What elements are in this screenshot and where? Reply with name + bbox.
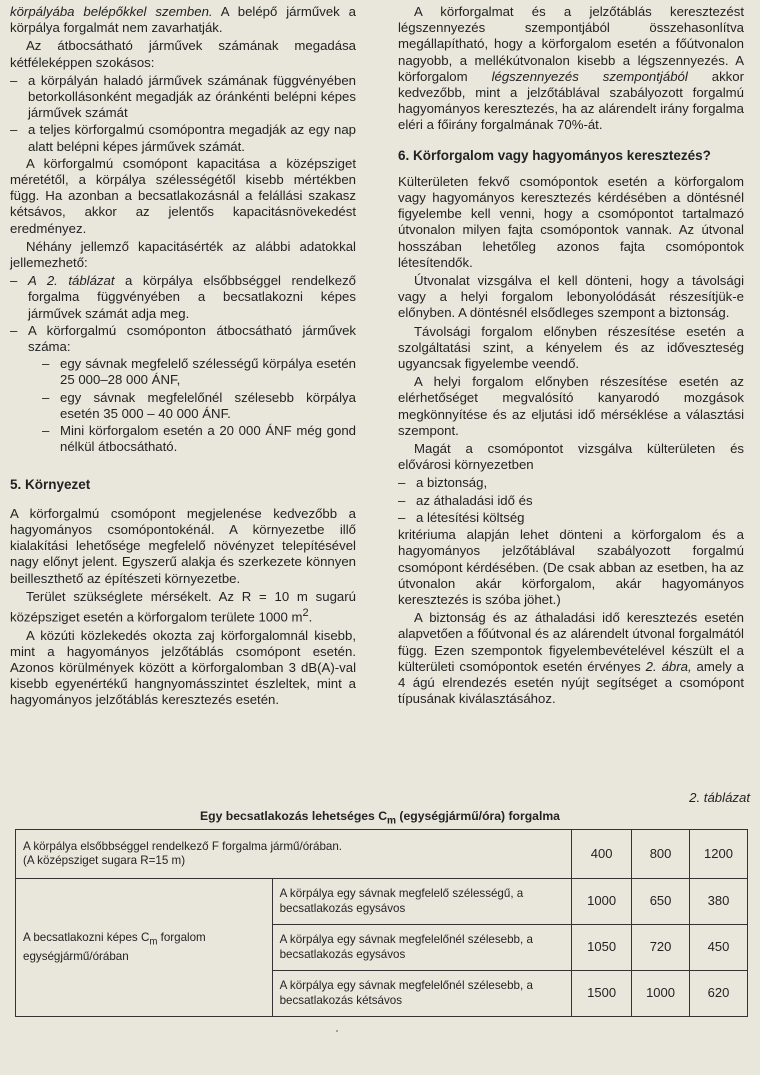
paragraph: A helyi forgalom előnyben részesítése esetén az elérhetőséget megvalósító kanyarodó mozgások megkönnyítése és az eljutási idő mérséklése a választási szempont. <box>398 374 744 438</box>
section-heading-6: 6. Körforgalom vagy hagyományos keresztezés? <box>398 147 711 163</box>
superscript: 2 <box>302 606 309 619</box>
row-group-label: forgalom egységjármű/órában <box>23 930 206 963</box>
table-cell: 1000 <box>572 879 632 925</box>
paragraph: Néhány jellemző kapacitásérték az alábbi adatokkal jellemezhető: <box>10 238 356 271</box>
table-cell: 380 <box>690 879 748 925</box>
intro-italic: körpályába belépőkkel szemben. <box>10 4 213 19</box>
italic-phrase: légszennyezés szempontjából <box>491 68 688 84</box>
row-label-line: A körpálya elsőbbséggel rendelkező F forgalma jármű/órában. <box>23 839 343 853</box>
right-column <box>398 4 744 709</box>
row-group-label: A becsatlakozni képes C <box>23 930 150 944</box>
paragraph: A körforgalmú csomópont kapacitása a középsziget méretétől, a körpálya szélességétől kisebb mértékben függ. Ha azonban a becsatlakozásnál a felállási szakasz kétsávos, akkor az jelentős kapacitásnövekedést eredményez. <box>10 155 356 236</box>
list-item: – A körforgalmú csomóponton átbocsátható járművek száma: <box>10 322 356 355</box>
list-item: – az áthaladási idő és <box>398 492 533 508</box>
list-item-text: a körpálya elsőbbséggel rendelkező forgalma függvényében a becsatlakozni képes járművek számát adja meg. <box>28 273 356 321</box>
list-item: – a létesítési költség <box>398 509 525 525</box>
list-item: – a biztonság, <box>398 475 488 491</box>
paragraph <box>398 4 744 134</box>
figure-reference: 2. ábra, <box>645 658 692 674</box>
row-label-line: (A középsziget sugara R=15 m) <box>23 854 186 867</box>
paragraph: Az átbocsátható járművek számának megadása kétféleképpen szokásos: <box>10 38 356 70</box>
print-speck <box>336 1030 338 1032</box>
table-row <box>16 879 748 925</box>
list-item: – a körpályán haladó járművek számának függvényében betorkollásonként megadják az óránkénti belépni képes járművek számát <box>10 72 356 121</box>
table-cell: 450 <box>690 925 748 971</box>
table-title-text: Egy becsatlakozás lehetséges C <box>200 809 388 823</box>
paragraph: A közúti közlekedés okozta zaj körforgalomnál kisebb, mint a hagyományos jelzőtáblás csomópont esetén. Azonos körülmények között a körforgalomban 3 dB(A)-val kisebb egyenértékű hangnyomásszintet észleltek, mint a hagyományos jelzőtáblás keresztezés esetén. <box>10 627 356 708</box>
capacity-table <box>15 829 748 1017</box>
table-cell <box>16 830 572 879</box>
table-cell: 1500 <box>572 971 632 1017</box>
intro-paragraph <box>10 4 356 36</box>
left-column <box>10 4 356 711</box>
table-cell: 400 <box>572 830 632 879</box>
sub-list-item-text: egy sávnak megfelelő szélességű körpálya esetén 25 000–28 000 ÁNF, <box>60 356 356 388</box>
intro-rest: A belépő járművek a körpálya forgalmát nem zavarhatják. <box>10 4 356 36</box>
table-cell: 650 <box>632 879 690 925</box>
section-heading-5: 5. Környezet <box>10 477 91 493</box>
paragraph: Magát a csomópontot vizsgálva külterületen és elővárosi környezetben <box>398 441 744 473</box>
paragraph: kritériuma alapján lehet dönteni a körforgalom és a hagyományos jelzőtáblával szabályozott forgalmú csomópont kérdésében. (De csak abban az esetben, ha az útvonalon akár körforgalom, akár hagyományos keresztezés is szóba jöhet.) <box>398 527 744 607</box>
table-cell: A körpálya egy sávnak megfelelő szélességű, a becsatlakozás egysávos <box>272 879 572 925</box>
list-item-text: az áthaladási idő és <box>416 492 533 508</box>
paragraph-text: Terület szükséglete mérsékelt. Az R = 10 m sugarú középsziget esetén a körforgalom területe 1000 m <box>10 588 356 625</box>
list-item-text: A körforgalmú csomóponton átbocsátható járművek száma: <box>28 322 356 355</box>
paragraph <box>398 610 744 707</box>
table-cell: 1050 <box>572 925 632 971</box>
table-cell: 620 <box>690 971 748 1017</box>
table-cell: 1200 <box>690 830 748 879</box>
list-item-text: a teljes körforgalmú csomópontra megadják az egy nap alatt belépni képes járművek számát. <box>28 122 356 154</box>
paragraph: Útvonalat vizsgálva el kell dönteni, hogy a távolsági vagy a helyi forgalom lebonyolódását részesítjük-e előnyben. A döntésnél elsődleges szempont a biztonság. <box>398 273 744 321</box>
paragraph-end: . <box>308 609 313 625</box>
list-item-text: a biztonság, <box>416 475 488 491</box>
paragraph-text: A körforgalmat és a jelzőtáblás keresztezést légszennyezés szempontjából összehasonlítva megállapítható, hogy a körforgalom esetén a főútvonalon nagyobb, a mellékútvonalon kisebb a légszennyezés. A körforgalom <box>398 4 744 84</box>
table-title-text: (egységjármű/óra) forgalma <box>396 809 560 823</box>
paragraph: Távolsági forgalom előnyben részesítése esetén a szolgáltatási szint, a kényelem és az időveszteség ugyancsak figyelembe veendő. <box>398 323 744 372</box>
list-item: – A 2. táblázat a körpálya elsőbbséggel rendelkező forgalma függvényében a becsatlakozni képes járművek számát adja meg. <box>10 273 356 321</box>
list-item: – a teljes körforgalmú csomópontra megadják az egy nap alatt belépni képes járművek számát. <box>10 122 356 154</box>
sub-list-item-text: Mini körforgalom esetén a 20 000 ÁNF még gond nélkül átbocsátható. <box>60 423 356 455</box>
table-title <box>0 809 760 826</box>
subscript: m <box>149 936 158 948</box>
table-cell <box>16 879 273 1017</box>
table-cell: 800 <box>632 830 690 879</box>
table-reference: A 2. táblázat <box>28 273 115 289</box>
paragraph: A körforgalmú csomópont megjelenése kedvezőbb a hagyományos csomópontokénál. A környezetbe illő kialakítási lehetősége megfelelő növényzet telepítésével nagy előnyt jelent. Egyszerű alakja és szerkezete könnyen beilleszthető az építészeti környezetbe. <box>10 505 356 586</box>
paragraph-text: akkor kedvezőbb, mint a jelzőtáblával szabályozott forgalmú hagyományos keresztezés, ha az alárendelt irány forgalma eléri a főirány forgalmának 70%-át. <box>398 68 744 133</box>
paragraph-text: amely a 4 ágú elrendezés esetén nyújt segítséget a csomópont típusának kiválasztásához. <box>398 658 744 707</box>
paragraph <box>10 589 356 626</box>
table-row <box>16 830 748 879</box>
sub-list-item: – egy sávnak megfelelő szélességű körpálya esetén 25 000–28 000 ÁNF, <box>42 356 356 388</box>
table-cell: A körpálya egy sávnak megfelelőnél szélesebb, a becsatlakozás kétsávos <box>272 971 572 1017</box>
table-cell: A körpálya egy sávnak megfelelőnél szélesebb, a becsatlakozás egysávos <box>272 925 572 971</box>
table-cell: 1000 <box>632 971 690 1017</box>
subscript: m <box>387 815 397 827</box>
paragraph: Külterületen fekvő csomópontok esetén a körforgalom vagy hagyományos keresztezés kérdésében a döntésnél figyelembe kell venni, hogy a csomópontot tartalmazó útvonalon milyen fajta csomópontok vannak. Az útvonal hosszában lehetőleg azonos fajta csomópontok létesítendők. <box>398 173 744 270</box>
sub-list-item: – egy sávnak megfelelőnél szélesebb körpálya esetén 35 000 – 40 000 ÁNF. <box>42 389 356 421</box>
sub-list-item: – Mini körforgalom esetén a 20 000 ÁNF még gond nélkül átbocsátható. <box>42 423 356 455</box>
table-cell: 720 <box>632 925 690 971</box>
sub-list-item-text: egy sávnak megfelelőnél szélesebb körpálya esetén 35 000 – 40 000 ÁNF. <box>60 389 356 421</box>
list-item-text: a létesítési költség <box>416 509 525 525</box>
table-caption: 2. táblázat <box>689 790 750 805</box>
list-item-text: a körpályán haladó járművek számának függvényében betorkollásonként megadják az óránkénti belépni képes járművek számát <box>28 72 356 121</box>
paragraph-text: A biztonság és az áthaladási idő keresztezés esetén alapvetően a főútvonal és az alárendelt útvonal forgalmától függ. Ezen szempontok figyelembevételével készült el a külterületi csomópontok esetén érvényes <box>398 610 744 674</box>
